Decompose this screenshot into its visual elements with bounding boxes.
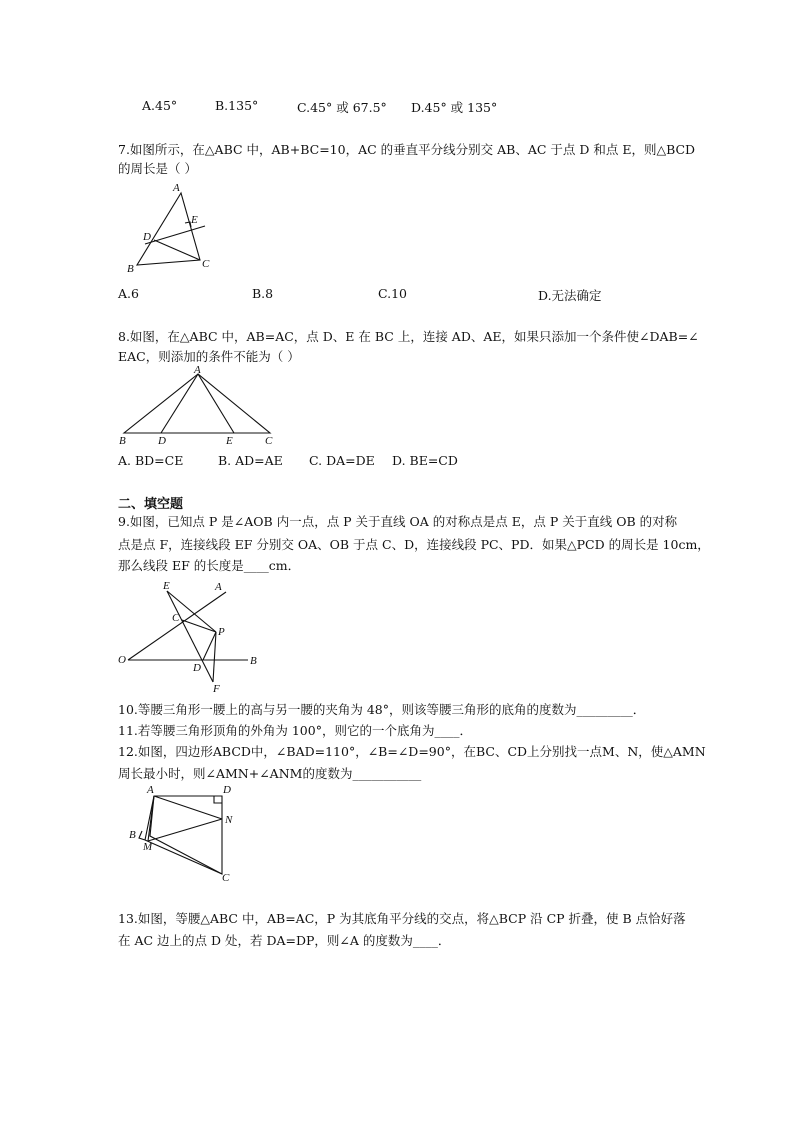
- q12-right-angle-d: [214, 796, 222, 803]
- q9-text-line3: 那么线段 EF 的长度是____cm．: [118, 558, 301, 573]
- q13-text-line2: 在 AC 边上的点 D 处，若 DA=DP，则∠A 的度数为____．: [118, 933, 451, 948]
- q9-label-a: A: [215, 581, 222, 593]
- q12-label-c: C: [222, 872, 230, 884]
- q7-label-b: B: [127, 263, 134, 275]
- q6-option-d: D.45° 或 135°: [411, 100, 498, 115]
- q12-segment-an: [154, 796, 222, 819]
- q6-option-a: A.45°: [142, 98, 178, 113]
- q9-label-c: C: [172, 612, 180, 624]
- q9-label-b: B: [250, 655, 257, 667]
- q9-text-line1: 9.如图，已知点 P 是∠AOB 内一点，点 P 关于直线 OA 的对称点是点 E，点 P 关于直线 OB 的对称: [118, 514, 678, 529]
- q12-segment-mn: [148, 819, 222, 841]
- q12-segment-bc: [145, 840, 222, 874]
- q6-option-b: B.135°: [215, 98, 259, 113]
- q12-label-m: M: [143, 841, 153, 853]
- q11-text: 11.若等腰三角形顶角的外角为 100°，则它的一个底角为____．: [118, 723, 472, 738]
- q7-label-c: C: [202, 258, 210, 270]
- q8-text-line1: 8.如图，在△ABC 中，AB=AC，点 D、E 在 BC 上，连接 AD、AE，如果只添加一个条件使∠DAB=∠: [118, 329, 699, 344]
- q8-option-b: B. AD=AE: [218, 453, 283, 468]
- q9-label-f: F: [213, 683, 220, 695]
- q8-label-e: E: [226, 435, 233, 447]
- q7-option-d: D.无法确定: [538, 288, 602, 303]
- q6-option-c: C.45° 或 67.5°: [297, 100, 387, 115]
- q12-quadrilateral-abcd: [150, 796, 222, 874]
- q12-text-line1: 12.如图，四边形ABCD中，∠BAD=110°，∠B=∠D=90°，在BC、CD上分别找一点M、N，使△AMN: [118, 744, 706, 759]
- q7-label-d: D: [143, 231, 151, 243]
- q8-text-line2: EAC，则添加的条件不能为（ ）: [118, 349, 300, 364]
- q9-label-d: D: [193, 662, 201, 674]
- q8-label-b: B: [119, 435, 126, 447]
- q12-label-a: A: [147, 784, 154, 796]
- q7-option-b: B.8: [252, 286, 274, 301]
- q9-text-line2: 点是点 F，连接线段 EF 分别交 OA、OB 于点 C、D，连接线段 PC、PD．如果△PCD 的周长是 10cm，: [118, 537, 710, 552]
- q8-option-a: A. BD=CE: [118, 453, 184, 468]
- q12-right-angle-b: [139, 831, 145, 840]
- q7-option-c: C.10: [378, 286, 407, 301]
- q7-text-line1: 7.如图所示，在△ABC 中，AB+BC=10，AC 的垂直平分线分别交 AB、AC 于点 D 和点 E，则△BCD: [118, 142, 696, 157]
- q8-option-d: D. BE=CD: [392, 453, 458, 468]
- q12-label-n: N: [225, 814, 233, 826]
- q7-label-a: A: [173, 182, 180, 194]
- q10-text: 10.等腰三角形一腰上的高与另一腰的夹角为 48°，则该等腰三角形的底角的度数为_________．: [118, 702, 646, 717]
- q13-text-line1: 13.如图，等腰△ABC 中，AB=AC，P 为其底角平分线的交点，将△BCP 沿 CP 折叠，使 B 点恰好落: [118, 911, 686, 926]
- q9-label-o: O: [118, 654, 126, 666]
- q8-label-a: A: [194, 364, 201, 376]
- q9-label-p: P: [218, 626, 225, 638]
- q8-label-d: D: [158, 435, 166, 447]
- q12-label-d: D: [223, 784, 231, 796]
- q7-option-a: A.6: [118, 286, 139, 301]
- q8-option-c: C. DA=DE: [309, 453, 375, 468]
- q8-label-c: C: [265, 435, 273, 447]
- q12-text-line2: 周长最小时，则∠AMN+∠ANM的度数为___________: [118, 766, 422, 781]
- q12-label-b: B: [129, 829, 136, 841]
- q7-label-e: E: [191, 214, 198, 226]
- q9-label-e: E: [163, 580, 170, 592]
- q7-text-line2: 的周长是（ ）: [118, 161, 197, 176]
- section-heading-fill-in: 二、填空题: [118, 497, 184, 512]
